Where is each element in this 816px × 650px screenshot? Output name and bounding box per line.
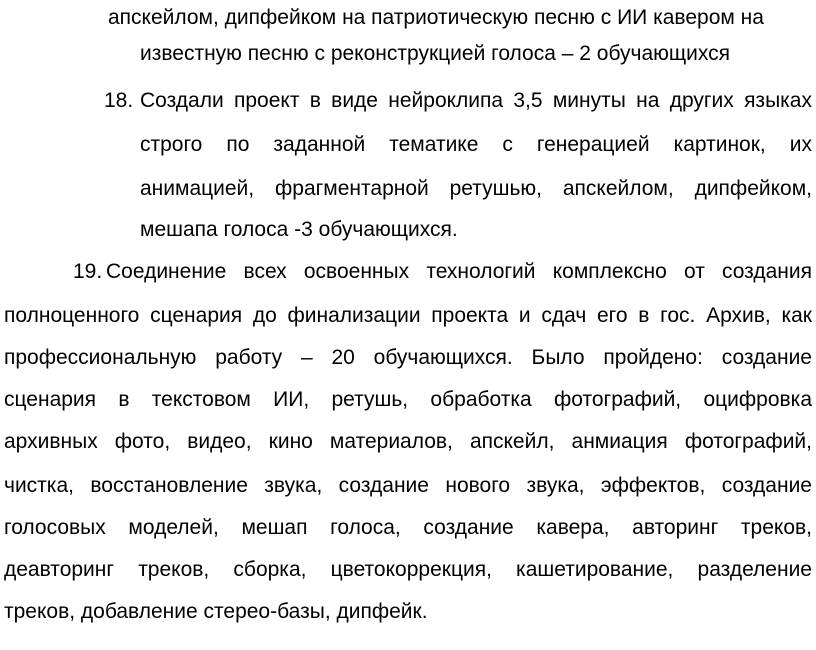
item19-line-1: Соединение всех освоенных технологий комплексно от создания: [106, 260, 812, 283]
item18-line-3: анимацией, фрагментарной ретушью, апскейлом, дипфейком,: [140, 177, 812, 200]
item19-line-4: сценария в текстовом ИИ, ретушь, обработка фотографий, оцифровка: [4, 388, 812, 411]
item17-line-1: апскейлом, дипфейком на патриотическую песню с ИИ кавером на: [108, 6, 764, 29]
item19-line-3: профессиональную работу – 20 обучающихся. Было пройдено: создание: [4, 346, 812, 369]
item19-line-7: голосовых моделей, мешап голоса, создание кавера, авторинг треков,: [4, 516, 812, 539]
item18-number: 18.: [104, 89, 134, 112]
item19-line-6: чистка, восстановление звука, создание нового звука, эффектов, создание: [4, 474, 812, 497]
item18-line-4: мешапа голоса -3 обучающихся.: [140, 218, 458, 241]
item19-line-8: деавторинг треков, сборка, цветокоррекция, кашетирование, разделение: [4, 558, 812, 581]
item19-line-9: треков, добавление стерео-базы, дипфейк.: [4, 600, 428, 623]
item19-line-5: архивных фото, видео, кино материалов, апскейл, анмиация фотографий,: [4, 430, 812, 453]
item17-line-2: известную песню с реконструкцией голоса – 2 обучающихся: [140, 42, 731, 65]
item18-line-2: строго по заданной тематике с генерацией картинок, их: [140, 133, 812, 156]
item18-line-1: Создали проект в виде нейроклипа 3,5 минуты на других языках: [140, 89, 812, 112]
item19-line-2: полноценного сценария до финализации проекта и сдач его в гос. Архив, как: [4, 304, 812, 327]
item19-number: 19.: [73, 260, 103, 283]
